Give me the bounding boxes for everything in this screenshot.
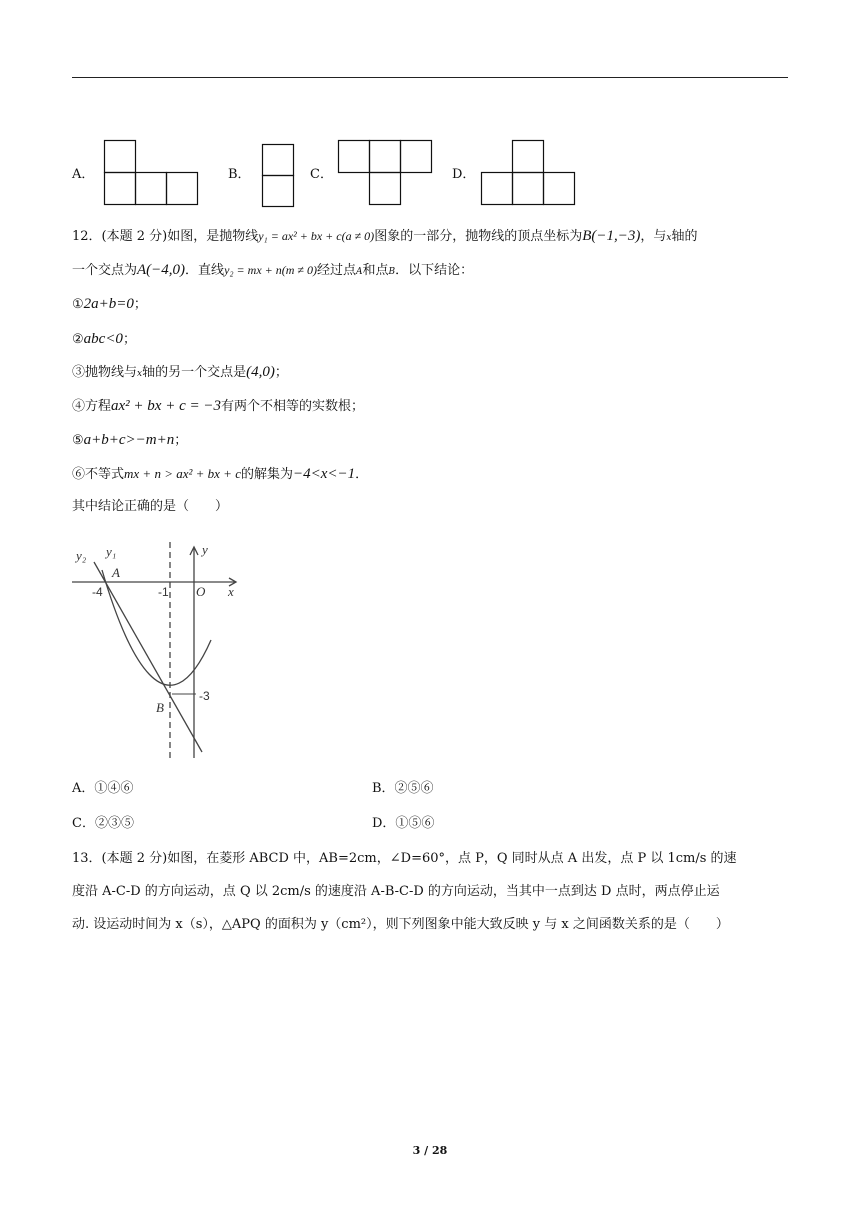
label-x: x bbox=[228, 584, 234, 599]
c1-tail: ； bbox=[133, 297, 147, 312]
label-minus-1: -1 bbox=[158, 585, 169, 599]
q12-part4: 轴的 bbox=[671, 229, 698, 244]
c2-tail: ； bbox=[122, 332, 136, 347]
c5-tail: ； bbox=[174, 433, 188, 448]
q11-figure-a bbox=[104, 140, 204, 206]
c3-a: ③抛物线与 bbox=[72, 365, 138, 380]
label-a: A bbox=[112, 565, 120, 580]
q11-option-a[interactable]: A． bbox=[72, 167, 95, 182]
q12-func2: y₂ = mx + n(m ≠ 0) bbox=[224, 263, 317, 277]
q12-part3: ，与 bbox=[640, 229, 667, 244]
q12-conclusion-1 bbox=[72, 295, 147, 314]
q11-figure-d bbox=[481, 140, 581, 206]
c4-expr: ax² + bx + c = −3 bbox=[111, 398, 221, 414]
q12-answer-a[interactable]: A．①④⑥ bbox=[72, 781, 134, 796]
q12-question: 其中结论正确的是（ ） bbox=[72, 499, 229, 514]
c6-tail: ． bbox=[355, 467, 369, 482]
q12-conclusion-6 bbox=[72, 465, 368, 484]
c3-b: 轴的另一个交点是 bbox=[142, 365, 247, 380]
q13-line-2: 度沿 A-C-D 的方向运动，点 Q 以 2cm/s 的速度沿 A-B-C-D 的方向运动，当其中一点到达 D 点时，两点停止运 bbox=[72, 884, 720, 899]
q12-line-2 bbox=[72, 261, 473, 281]
q12-x-small: x bbox=[666, 233, 672, 243]
q12-conclusion-5 bbox=[72, 431, 187, 450]
q12-conclusion-2 bbox=[72, 330, 136, 349]
label-b: B bbox=[156, 700, 164, 715]
q12-line2-d: 和点 bbox=[362, 263, 389, 278]
q12-func1: y₁ = ax² + bx + c(a ≠ 0) bbox=[258, 229, 375, 243]
q11-option-d[interactable]: D． bbox=[452, 167, 476, 182]
c3-tail: ； bbox=[274, 365, 288, 380]
q12-answer-b[interactable]: B．②⑤⑥ bbox=[372, 781, 434, 796]
q11-figure-b bbox=[262, 144, 296, 208]
q12-part2: 图象的一部分，抛物线的顶点坐标为 bbox=[374, 229, 583, 244]
c1-expr: 2a+b=0 bbox=[83, 296, 134, 312]
q12-answer-c[interactable]: C．②③⑤ bbox=[72, 816, 134, 831]
q12-line-1 bbox=[72, 227, 697, 247]
c2-mark: ② bbox=[72, 332, 84, 347]
q12-point-a: A(−4,0) bbox=[137, 262, 186, 278]
line-y2 bbox=[94, 562, 202, 752]
q12-graph bbox=[72, 540, 247, 765]
q12-conclusion-3 bbox=[72, 363, 288, 383]
q12-answer-d[interactable]: D．①⑤⑥ bbox=[372, 816, 435, 831]
c1-mark: ① bbox=[72, 297, 84, 312]
q12-a-small: A bbox=[356, 267, 363, 277]
q12-vertex: B(−1,−3) bbox=[582, 228, 641, 244]
label-y2: y₂ bbox=[76, 548, 87, 563]
q12-line2-a: 一个交点为 bbox=[72, 263, 138, 278]
label-o: O bbox=[196, 584, 206, 599]
c4-b: 有两个不相等的实数根； bbox=[220, 399, 364, 414]
label-y1: y₁ bbox=[106, 544, 117, 559]
q13-line-1: 13．(本题 2 分)如图，在菱形 ABCD 中，AB=2cm，∠D=60°，点 P，Q 同时从点 A 出发，点 P 以 1cm/s 的速 bbox=[72, 851, 737, 866]
q12-line2-c: 经过点 bbox=[317, 263, 357, 278]
c2-expr: abc<0 bbox=[83, 331, 123, 347]
c4-a: ④方程 bbox=[72, 399, 112, 414]
q12-conclusion-4 bbox=[72, 397, 364, 416]
label-y: y bbox=[202, 542, 208, 557]
q11-figure-c bbox=[338, 140, 438, 206]
page-number: 3 / 28 bbox=[412, 1144, 448, 1157]
q12-line2-b: ．直线 bbox=[185, 263, 225, 278]
label-minus-4: -4 bbox=[92, 585, 103, 599]
q12-line2-e: ．以下结论： bbox=[395, 263, 474, 278]
c6-expr1: mx + n > ax² + bx + c bbox=[124, 466, 241, 481]
q12-intro: 12．(本题 2 分)如图，是抛物线 bbox=[72, 229, 259, 244]
c6-expr2: −4<x<−1 bbox=[293, 466, 356, 482]
label-minus-3: -3 bbox=[199, 689, 210, 703]
header-rule bbox=[72, 77, 788, 78]
c5-mark: ⑤ bbox=[72, 433, 84, 448]
c5-expr: a+b+c>−m+n bbox=[83, 432, 175, 448]
c6-a: ⑥不等式 bbox=[72, 467, 125, 482]
c3-pt: (4,0) bbox=[246, 364, 275, 380]
c3-x: x bbox=[137, 369, 143, 379]
q11-option-c[interactable]: C． bbox=[310, 167, 333, 182]
c6-b: 的解集为 bbox=[240, 467, 293, 482]
q11-option-b[interactable]: B． bbox=[228, 167, 251, 182]
q13-line-3: 动. 设运动时间为 x（s），△APQ 的面积为 y（cm²），则下列图象中能大致反映 y 与 x 之间函数关系的是（ ） bbox=[72, 917, 729, 932]
q12-b-small: B bbox=[388, 267, 396, 277]
